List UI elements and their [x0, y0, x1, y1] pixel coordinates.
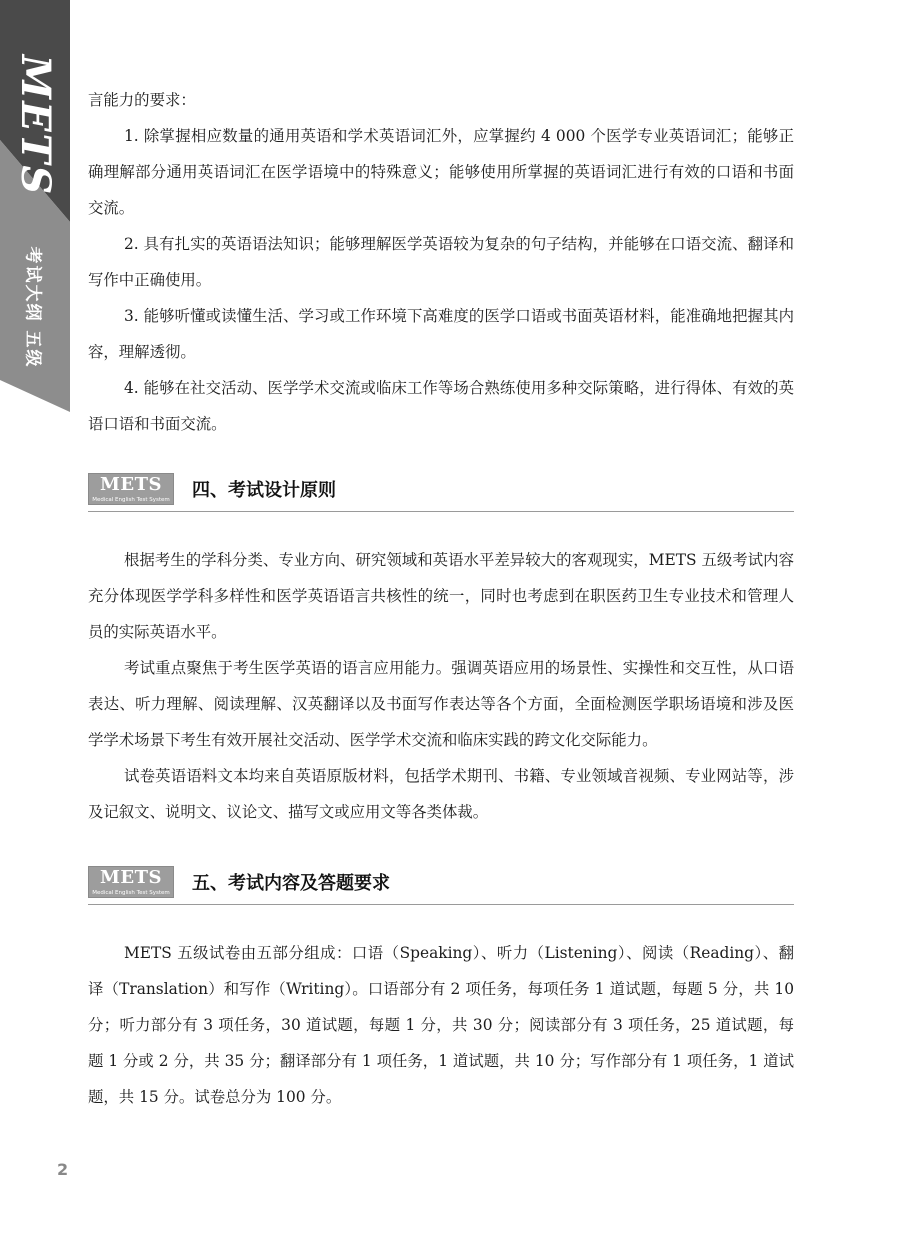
section-4-header [88, 467, 794, 512]
side-tab-brand: METS [12, 54, 60, 196]
requirement-item-3: 3. 能够听懂或读懂生活、学习或工作环境下高难度的医学口语或书面英语材料，能准确地把握其内容，理解透彻。 [88, 307, 794, 361]
section-4-paragraph-2: 考试重点聚焦于考生医学英语的语言应用能力。强调英语应用的场景性、实操性和交互性，从口语表达、听力理解、阅读理解、汉英翻译以及书面写作表达等各个方面，全面检测医学职场语境和涉及医学学术场景下考生有效开展社交活动、医学学术交流和临床实践的跨文化交际能力。 [88, 659, 794, 749]
section-5-title: 五、考试内容及答题要求 [192, 873, 390, 894]
mets-badge [88, 473, 174, 505]
requirement-item-2: 2. 具有扎实的英语语法知识；能够理解医学英语较为复杂的句子结构，并能够在口语交流、翻译和写作中正确使用。 [88, 235, 794, 289]
section-5-paragraph-1: METS 五级试卷由五部分组成：口语（Speaking）、听力（Listening）、阅读（Reading）、翻译（Translation）和写作（Writing）。口语部分有 2 项任务，每项任务 1 道试题，每题 5 分，共 10 分；听力部分有 3 项任务，30 道试题，每题 1 分，共 30 分；阅读部分有 3 项任务，25 道试题，每题 1 分或 2 分，共 35 分；翻译部分有 1 项任务，1 道试题，共 10 分；写作部分有 1 项任务，1 道试题，共 15 分。试卷总分为 100 分。 [88, 944, 794, 1106]
section-4-paragraph-1: 根据考生的学科分类、专业方向、研究领域和英语水平差异较大的客观现实，METS 五级考试内容充分体现医学学科多样性和医学英语语言共核性的统一，同时也考虑到在职医药卫生专业技术和管理人员的实际英语水平。 [88, 551, 794, 641]
intro-lead: 言能力的要求： [88, 91, 196, 109]
mets-badge [88, 866, 174, 898]
mets-badge-main: METS [99, 474, 163, 495]
section-4-title: 四、考试设计原则 [192, 480, 336, 501]
section-4-paragraph-3: 试卷英语语料文本均来自英语原版材料，包括学术期刊、书籍、专业领域音视频、专业网站等，涉及记叙文、说明文、议论文、描写文或应用文等各类体裁。 [88, 767, 794, 821]
requirement-item-1: 1. 除掌握相应数量的通用英语和学术英语词汇外，应掌握约 4 000 个医学专业英语词汇；能够正确理解部分通用英语词汇在医学语境中的特殊意义；能够使用所掌握的英语词汇进行有效的口语和书面交流。 [88, 127, 794, 217]
mets-badge-sub: Medical English Test System [92, 890, 170, 896]
side-tab-subtitle: 考试大纲 五级 [22, 246, 43, 368]
mets-badge-main: METS [99, 867, 163, 888]
mets-badge-sub: Medical English Test System [92, 497, 170, 503]
section-5-header [88, 860, 794, 905]
side-tab [0, 0, 70, 420]
requirement-item-4: 4. 能够在社交活动、医学学术交流或临床工作等场合熟练使用多种交际策略，进行得体、有效的英语口语和书面交流。 [88, 379, 794, 433]
page-number: 2 [57, 1160, 69, 1179]
page-content [88, 80, 794, 1115]
